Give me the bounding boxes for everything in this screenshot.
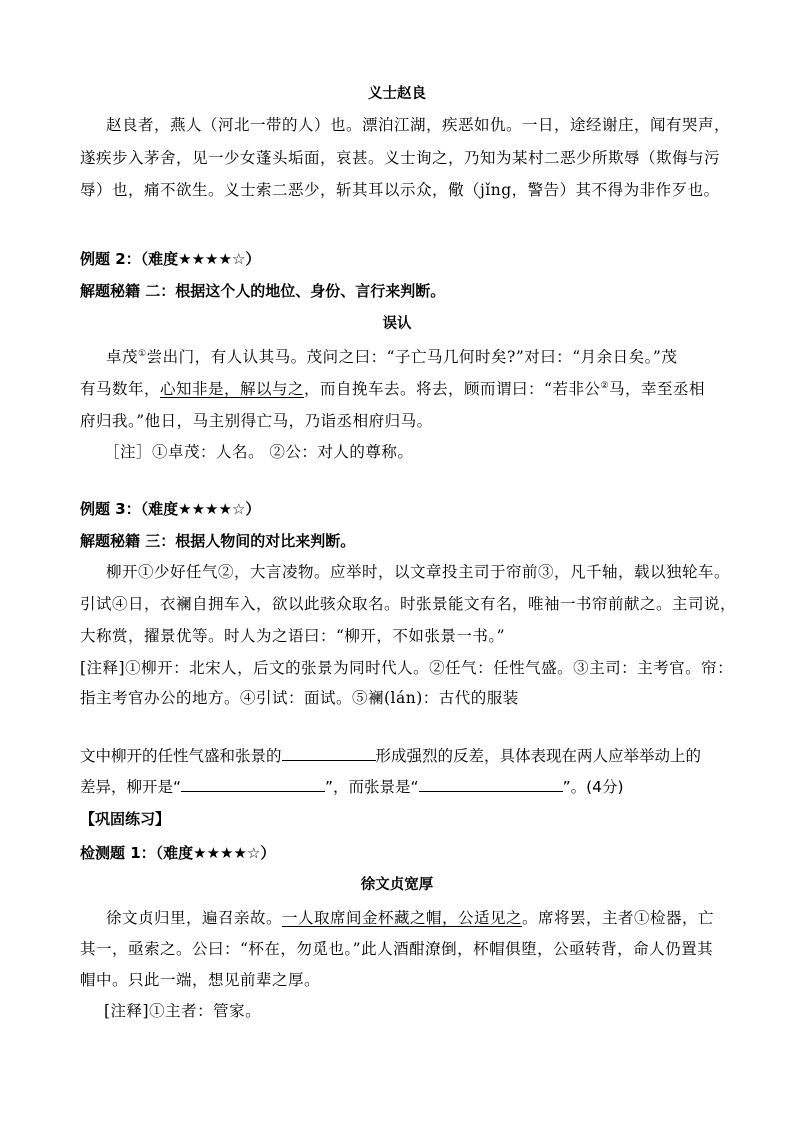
example2-title: 误认 [382, 315, 412, 332]
question-line-1 [80, 744, 701, 766]
underlined-phrase: 一人取席间金杯藏之帽，公适见之 [282, 909, 523, 927]
text-run: 有马数年， [80, 380, 161, 398]
section1-line-2: 遂疾步入茅舍，见一少女蓬头垢面，哀甚。义士询之，乃知为某村二恶少所欺辱（欺侮与污 [80, 149, 721, 167]
text-run: ，而自挽车去。将去，顾而谓曰：“若非公 [304, 380, 601, 398]
example2-tip: 解题秘籍 二：根据这个人的地位、身份、言行来判断。 [80, 282, 446, 300]
answer-blank-2[interactable] [181, 777, 325, 792]
text-run: ”，而张景是“ [325, 778, 419, 796]
footnote-marker: ① [138, 348, 147, 359]
text-run: 。席将罢，主者①检器，亡 [522, 909, 715, 927]
footnote-marker: ② [600, 380, 610, 391]
text-run: 文中柳开的任性气盛和张景的 [80, 747, 282, 765]
question-line-2 [80, 775, 624, 797]
text-run: 徐文贞归里，遍召亲故。 [106, 909, 283, 927]
example3-line-2: 引试④日，衣襕自拥车入，欲以此骇众取名。时张景能文有名，唯袖一书帘前献之。主司说， [80, 595, 737, 613]
example2-note: ［注］①卓茂：人名。 ②公：对人的尊称。 [104, 443, 414, 461]
example3-heading: 例题 3：（难度★★★★☆） [80, 500, 261, 518]
practice-line-3: 帽中。只此一端，想见前辈之厚。 [80, 971, 321, 989]
example2-line-2 [80, 377, 705, 399]
text-run: 卓茂 [106, 348, 139, 366]
example3-note-1: [注释]①柳开：北宋人，后文的张景为同时代人。②任气：任性气盛。③主司：主考官。帘： [80, 659, 734, 677]
practice-line-2: 其一，亟索之。公曰：“杯在，勿觅也。”此人酒酣潦倒，杯帽俱堕，公亟转背，命人仍置其 [80, 940, 714, 958]
section1-title: 义士赵良 [368, 85, 426, 102]
text-run: 差异，柳开是“ [80, 778, 182, 796]
practice-heading: 【巩固练习】 [80, 810, 171, 828]
practice-note: [注释]①主者：管家。 [104, 1002, 262, 1020]
example2-line-3: 府归我。”他日，马主别得亡马，乃诣丞相府归马。 [80, 412, 433, 430]
text-run: ”。(4分) [562, 778, 624, 796]
answer-blank-3[interactable] [419, 777, 563, 792]
section1-line-3: 辱）也，痛不欲生。义士索二恶少，斩其耳以示众，儆（jǐng，警告）其不得为非作歹也。 [80, 181, 720, 199]
example3-note-2: 指主考官办公的地方。④引试：面试。⑤襕(lán)：古代的服装 [80, 689, 519, 707]
practice-line-1 [106, 906, 714, 928]
example3-line-1: 柳开①少好任气②，大言凌物。应举时，以文章投主司于帘前③，凡千轴，载以独轮车。 [106, 563, 731, 581]
example2-heading: 例题 2：（难度★★★★☆） [80, 250, 261, 268]
answer-blank-1[interactable] [282, 746, 376, 761]
example3-line-3: 大称赏，擢景优等。时人为之语曰：“柳开，不如张景一书。” [80, 627, 506, 645]
practice-title: 徐文贞宽厚 [360, 876, 434, 893]
text-run: 马，幸至丞相 [609, 380, 706, 398]
text-run: 形成强烈的反差，具体表现在两人应举举动上的 [375, 747, 702, 765]
practice-subheading: 检测题 1：（难度★★★★☆） [80, 844, 276, 862]
example3-tip: 解题秘籍 三：根据人物间的对比来判断。 [80, 532, 356, 550]
underlined-phrase: 心知非是，解以与之 [160, 380, 305, 398]
example2-line-1 [106, 345, 677, 367]
text-run: 尝出门，有人认其马。茂问之曰：“子亡马几何时矣?”对曰：“月余日矣。”茂 [146, 348, 678, 366]
section1-line-1: 赵良者，燕人（河北一带的人）也。漂泊江湖，疾恶如仇。一日，途经谢庄，闻有哭声， [106, 116, 731, 134]
